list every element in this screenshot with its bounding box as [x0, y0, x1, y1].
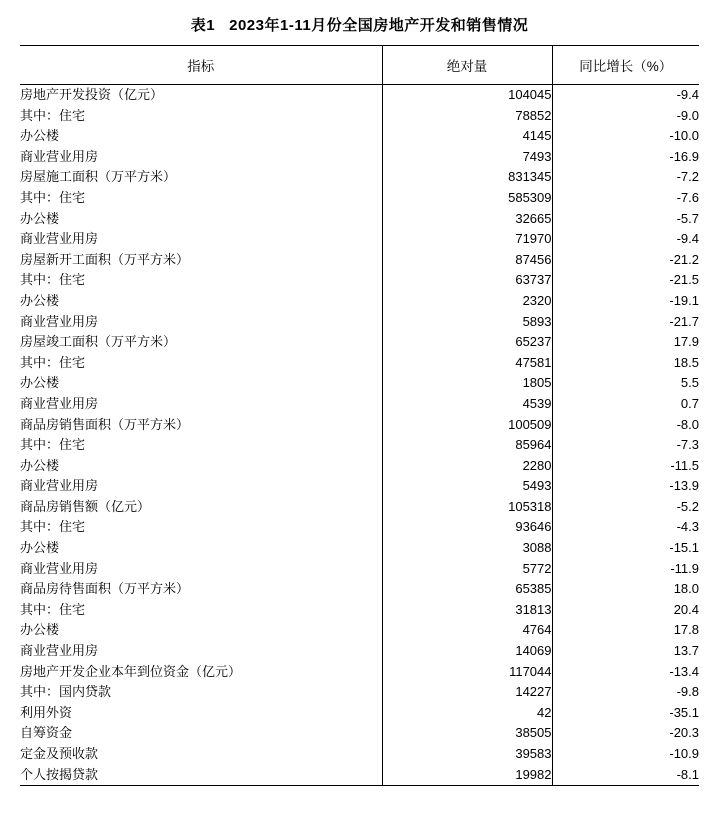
cell-yoy: -19.1	[669, 292, 699, 308]
cell-yoy: -10.9	[669, 746, 699, 761]
table-row	[20, 209, 699, 230]
cell-absolute: 19982	[382, 765, 552, 786]
cell-absolute: 104045	[382, 85, 552, 106]
cell-yoy: -16.9	[669, 148, 699, 164]
cell-yoy: -21.7	[669, 313, 699, 329]
cell-indicator: 房屋新开工面积（万平方米）	[20, 250, 382, 271]
cell-yoy: -9.0	[676, 107, 699, 123]
cell-yoy: -11.5	[670, 457, 699, 473]
cell-indicator: 商业营业用房	[20, 312, 382, 333]
cell-indicator: 办公楼	[20, 126, 382, 147]
cell-indicator: 房屋施工面积（万平方米）	[20, 167, 382, 188]
table-row	[20, 250, 699, 271]
cell-yoy: -7.6	[676, 189, 699, 205]
cell-indicator: 商业营业用房	[20, 229, 382, 250]
cell-yoy: 18.0	[673, 581, 699, 597]
cell-absolute: 47581	[382, 353, 552, 374]
cell-yoy: 18.5	[673, 354, 699, 370]
table-row	[20, 662, 699, 683]
cell-yoy: -9.4	[676, 231, 699, 247]
cell-absolute: 93646	[382, 517, 552, 538]
cell-absolute: 2280	[382, 456, 552, 477]
cell-yoy: -5.2	[676, 498, 699, 514]
cell-indicator: 办公楼	[20, 209, 382, 230]
cell-absolute: 105318	[382, 497, 552, 518]
table-row	[20, 373, 699, 394]
table-row	[20, 106, 699, 127]
table-header-row	[20, 46, 699, 85]
cell-absolute: 65385	[382, 579, 552, 600]
cell-absolute: 14069	[382, 641, 552, 662]
cell-yoy: 5.5	[680, 375, 699, 391]
cell-yoy: -4.3	[676, 519, 699, 535]
cell-indicator: 办公楼	[20, 620, 382, 641]
cell-absolute: 31813	[382, 600, 552, 621]
cell-yoy: -35.1	[669, 704, 699, 720]
cell-indicator: 其中：住宅	[20, 188, 382, 209]
cell-yoy: -13.9	[669, 478, 699, 494]
cell-indicator: 商品房销售面积（万平方米）	[20, 415, 382, 436]
cell-absolute: 32665	[382, 209, 552, 230]
cell-absolute: 7493	[382, 147, 552, 168]
cell-indicator: 房屋竣工面积（万平方米）	[20, 332, 382, 353]
cell-indicator: 定金及预收款	[20, 744, 382, 765]
cell-indicator: 办公楼	[20, 291, 382, 312]
table-row	[20, 291, 699, 312]
cell-absolute: 5893	[382, 312, 552, 333]
table-number: 表1	[190, 17, 216, 34]
cell-absolute: 65237	[382, 332, 552, 353]
cell-absolute: 2320	[382, 291, 552, 312]
table-container	[0, 45, 719, 786]
table-row	[20, 415, 699, 436]
cell-yoy: -9.8	[676, 684, 699, 700]
cell-indicator: 其中：住宅	[20, 270, 382, 291]
cell-yoy: 17.8	[673, 622, 699, 638]
table-row	[20, 353, 699, 374]
cell-absolute: 87456	[382, 250, 552, 271]
cell-indicator: 房地产开发投资（亿元）	[20, 85, 382, 106]
cell-yoy: -10.0	[669, 128, 699, 144]
table-row	[20, 641, 699, 662]
real-estate-statistics-table	[20, 45, 699, 786]
cell-yoy: -13.4	[669, 663, 699, 679]
table-row	[20, 229, 699, 250]
cell-indicator: 商业营业用房	[20, 559, 382, 580]
cell-indicator: 商业营业用房	[20, 147, 382, 168]
cell-absolute: 100509	[382, 415, 552, 436]
cell-absolute: 14227	[382, 682, 552, 703]
cell-yoy: -11.9	[670, 560, 699, 576]
cell-indicator: 其中：住宅	[20, 353, 382, 374]
table-row	[20, 497, 699, 518]
table-body	[20, 85, 699, 786]
cell-yoy: 20.4	[673, 601, 699, 617]
cell-indicator: 办公楼	[20, 538, 382, 559]
cell-yoy: -8.1	[552, 765, 699, 786]
table-row	[20, 435, 699, 456]
cell-indicator: 其中：国内贷款	[20, 682, 382, 703]
cell-yoy: -20.3	[669, 725, 699, 741]
cell-absolute: 5493	[382, 476, 552, 497]
table-row	[20, 538, 699, 559]
table-row	[20, 188, 699, 209]
column-header-yoy: 同比增长（%）	[552, 46, 699, 85]
cell-absolute: 42	[382, 703, 552, 724]
cell-absolute: 38505	[382, 723, 552, 744]
cell-yoy: -8.0	[676, 416, 699, 432]
table-row	[20, 85, 699, 106]
cell-yoy: 13.7	[673, 643, 699, 659]
cell-absolute: 3088	[382, 538, 552, 559]
cell-indicator: 办公楼	[20, 456, 382, 477]
column-header-indicator: 指标	[20, 46, 382, 85]
table-header	[20, 46, 699, 85]
cell-indicator: 房地产开发企业本年到位资金（亿元）	[20, 662, 382, 683]
table-row	[20, 394, 699, 415]
cell-absolute: 4145	[382, 126, 552, 147]
cell-absolute: 39583	[382, 744, 552, 765]
table-row	[20, 456, 699, 477]
table-row	[20, 765, 699, 786]
cell-indicator: 其中：住宅	[20, 106, 382, 127]
cell-yoy: -15.1	[669, 540, 699, 556]
cell-indicator: 办公楼	[20, 373, 382, 394]
table-row	[20, 682, 699, 703]
cell-yoy: -7.2	[676, 169, 699, 185]
cell-yoy: -21.2	[669, 251, 699, 267]
cell-yoy: -5.7	[676, 210, 699, 226]
table-row	[20, 703, 699, 724]
table-row	[20, 744, 699, 765]
table-row	[20, 167, 699, 188]
table-row	[20, 476, 699, 497]
cell-indicator: 其中：住宅	[20, 435, 382, 456]
cell-absolute: 831345	[382, 167, 552, 188]
cell-absolute: 1805	[382, 373, 552, 394]
table-row	[20, 332, 699, 353]
cell-indicator: 商品房待售面积（万平方米）	[20, 579, 382, 600]
table-row	[20, 517, 699, 538]
table-row	[20, 147, 699, 168]
table-row	[20, 559, 699, 580]
table-row	[20, 312, 699, 333]
cell-absolute: 4764	[382, 620, 552, 641]
cell-indicator: 商品房销售额（亿元）	[20, 497, 382, 518]
page-title	[0, 0, 719, 45]
cell-indicator: 商业营业用房	[20, 476, 382, 497]
cell-indicator: 其中：住宅	[20, 517, 382, 538]
table-row	[20, 270, 699, 291]
cell-absolute: 85964	[382, 435, 552, 456]
table-row	[20, 620, 699, 641]
cell-yoy: -9.4	[676, 87, 699, 102]
cell-indicator: 商业营业用房	[20, 394, 382, 415]
cell-indicator: 个人按揭贷款	[20, 765, 382, 786]
table-row	[20, 126, 699, 147]
cell-yoy: 17.9	[673, 334, 699, 350]
cell-indicator: 自筹资金	[20, 723, 382, 744]
cell-absolute: 5772	[382, 559, 552, 580]
cell-absolute: 78852	[382, 106, 552, 127]
cell-yoy: -7.3	[676, 437, 699, 453]
cell-yoy: -21.5	[669, 272, 699, 288]
cell-absolute: 117044	[382, 662, 552, 683]
column-header-absolute: 绝对量	[382, 46, 552, 85]
cell-indicator: 商业营业用房	[20, 641, 382, 662]
cell-indicator: 其中：住宅	[20, 600, 382, 621]
cell-indicator: 利用外资	[20, 703, 382, 724]
cell-absolute: 63737	[382, 270, 552, 291]
cell-absolute: 585309	[382, 188, 552, 209]
table-row	[20, 723, 699, 744]
table-title-text: 2023年1-11月份全国房地产开发和销售情况	[229, 17, 529, 34]
table-row	[20, 579, 699, 600]
cell-absolute: 71970	[382, 229, 552, 250]
cell-yoy: 0.7	[680, 395, 699, 411]
cell-absolute: 4539	[382, 394, 552, 415]
table-row	[20, 600, 699, 621]
